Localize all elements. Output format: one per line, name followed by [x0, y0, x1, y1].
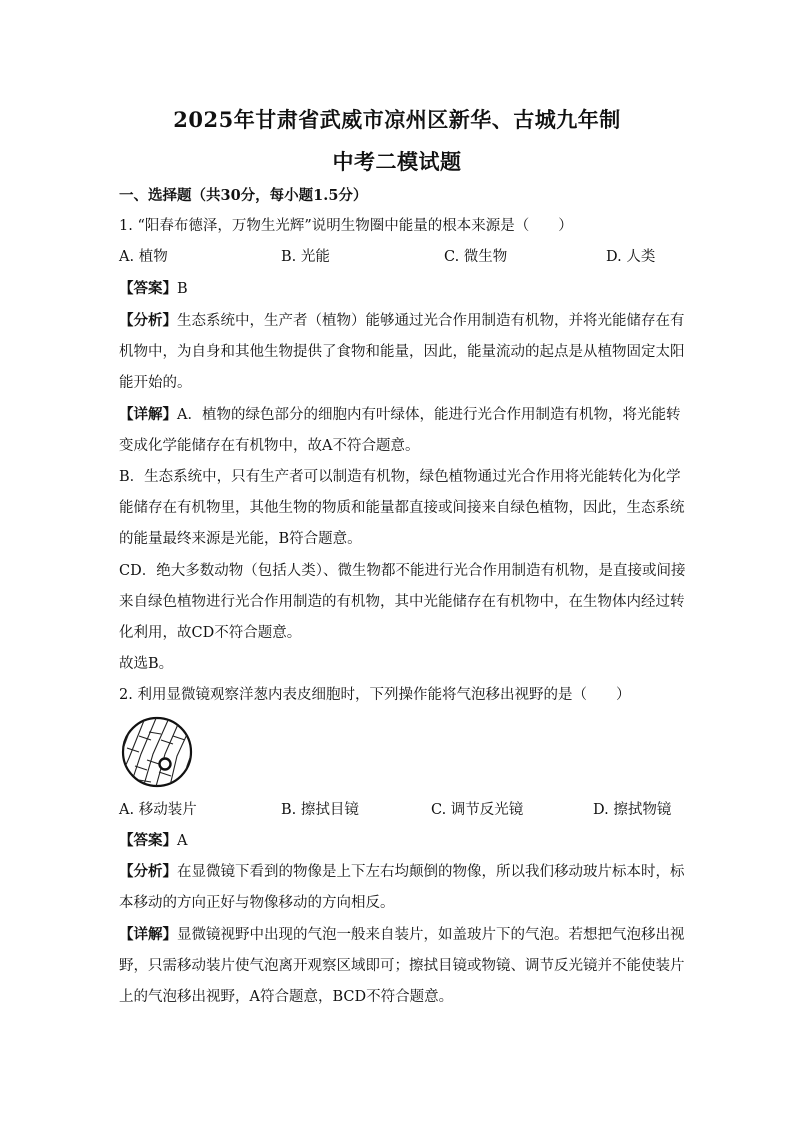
q2-stem: 2. 利用显微镜观察洋葱内表皮细胞时，下列操作能将气泡移出视野的是（ ） [119, 687, 631, 703]
q2-detail-line [119, 925, 685, 945]
q1-detail-line: CD．绝大多数动物（包括人类）、微生物都不能进行光合作用制造有机物，是直接或间接 [119, 563, 686, 579]
q1-detail-line: 能储存在有机物里，其他生物的物质和能量都直接或间接来自绿色植物，因此，生态系统 [119, 500, 685, 516]
detail-tag: 【详解】 [119, 406, 177, 423]
detail-text: 显微镜视野中出现的气泡一般来自装片，如盖玻片下的气泡。若想把气泡移出视 [177, 927, 685, 943]
analysis-text: 生态系统中，生产者（植物）能够通过光合作用制造有机物，并将光能储存在有 [177, 313, 685, 329]
q1-detail-line: 来自绿色植物进行光合作用制造的有机物，其中光能储存在有机物中，在生物体内经过转 [119, 594, 685, 610]
q1-detail-line: B．生态系统中，只有生产者可以制造有机物，绿色植物通过光合作用将光能转化为化学 [119, 469, 681, 485]
document-title-line1: 2025年甘肃省武威市凉州区新华、古城九年制 [173, 107, 621, 132]
q1-detail-line: 故选B。 [119, 656, 174, 672]
analysis-tag: 【分析】 [119, 863, 177, 880]
answer-value: A [177, 833, 188, 849]
q2-option-b: B. 擦拭目镜 [281, 802, 359, 818]
q2-option-a: A. 移动装片 [119, 802, 197, 818]
analysis-text: 在显微镜下看到的物像是上下左右均颠倒的物像，所以我们移动玻片标本时，标 [177, 864, 685, 880]
q1-option-b: B. 光能 [281, 249, 330, 265]
q2-option-c: C. 调节反光镜 [431, 802, 524, 818]
q1-analysis-line [119, 311, 685, 331]
answer-value: B [177, 281, 188, 297]
q1-detail-line: 的能量最终来源是光能，B符合题意。 [119, 531, 362, 547]
q1-analysis-line: 能开始的。 [119, 375, 192, 391]
q2-answer [119, 831, 679, 851]
analysis-tag: 【分析】 [119, 312, 177, 329]
q2-detail-line: 野，只需移动装片使气泡离开观察区域即可；擦拭目镜或物镜、调节反光镜并不能使装片 [119, 958, 685, 974]
q1-analysis-line: 机物中，为自身和其他生物提供了食物和能量，因此，能量流动的起点是从植物固定太阳 [119, 344, 685, 360]
q2-option-d: D. 擦拭物镜 [593, 802, 672, 818]
air-bubble-icon [160, 759, 171, 770]
answer-tag: 【答案】 [119, 280, 177, 297]
q2-analysis-line: 本移动的方向正好与物像移动的方向相反。 [119, 895, 395, 911]
q2-analysis-line [119, 862, 685, 882]
q1-detail-line: 变成化学能储存在有机物中，故A不符合题意。 [119, 438, 420, 454]
q1-option-a: A. 植物 [119, 249, 168, 265]
microscope-field-figure [119, 714, 195, 790]
q1-option-d: D. 人类 [606, 249, 656, 265]
section-heading: 一、选择题（共30分，每小题1.5分） [119, 187, 368, 204]
q2-detail-line: 上的气泡移出视野，A符合题意，BCD不符合题意。 [119, 989, 454, 1005]
q1-detail-line [119, 405, 679, 425]
q1-detail-line: 化利用，故CD不符合题意。 [119, 625, 302, 641]
q1-option-c: C. 微生物 [444, 249, 508, 265]
q1-answer [119, 279, 679, 299]
q1-stem: 1. “阳春布德泽，万物生光辉”说明生物圈中能量的根本来源是（ ） [119, 218, 573, 234]
answer-tag: 【答案】 [119, 832, 177, 849]
detail-text: A．植物的绿色部分的细胞内有叶绿体，能进行光合作用制造有机物，将光能转 [177, 407, 681, 423]
document-title-line2: 中考二模试题 [332, 149, 462, 174]
detail-tag: 【详解】 [119, 926, 177, 943]
